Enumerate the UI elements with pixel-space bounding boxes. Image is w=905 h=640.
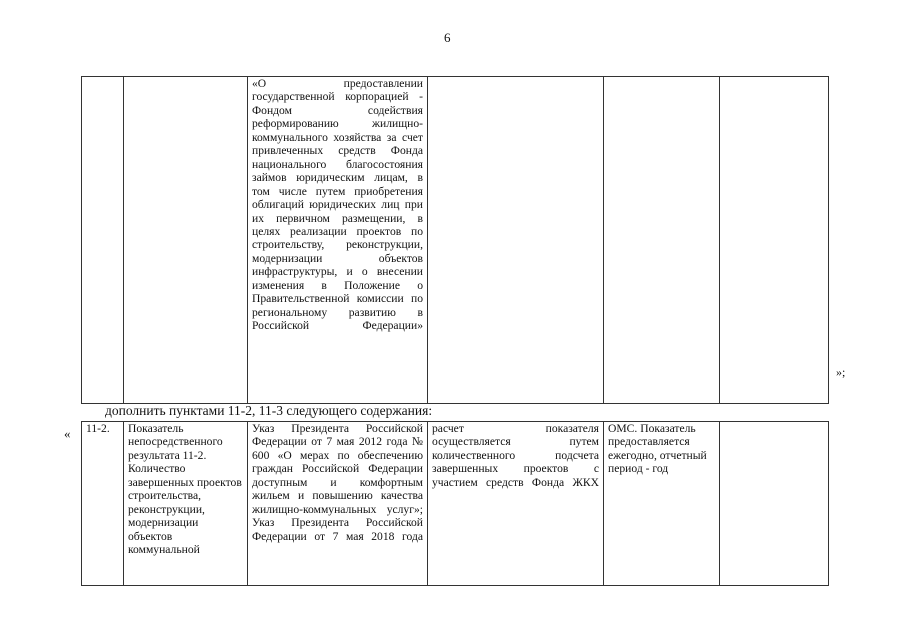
cell-indicator: Показатель непосредственного результата 11-2. Количество завершенных проектов строительства, реконструкции, модернизации объектов коммунальной (124, 422, 248, 586)
table-new-items (81, 421, 829, 586)
table-continuation (81, 76, 829, 404)
cell-extra (720, 77, 829, 404)
closing-quote: »; (836, 365, 846, 379)
cell-method (428, 77, 604, 404)
cell-legal-basis: Указ Президента Российской Федерации от 7 мая 2012 года № 600 «О мерах по обеспечению граждан Российской Федерации доступным и комфортным жильем и повышению качества жилищно-коммунальных услуг»; Указ Президента Российской Федерации от 7 мая 2018 года (248, 422, 428, 586)
cell-indicator (124, 77, 248, 404)
cell-method: расчет показателя осуществляется путем количественного подсчета завершенных проектов с участием средств Фонда ЖКХ (428, 422, 604, 586)
table-row (82, 422, 829, 586)
cell-number (82, 77, 124, 404)
cell-source: ОМС. Показатель предоставляется ежегодно, отчетный период - год (604, 422, 720, 586)
cell-extra (720, 422, 829, 586)
table-row (82, 77, 829, 404)
cell-legal-text: «О предоставлении государственной корпорацией - Фондом содействия реформированию жилищно-коммунального хозяйства за счет привлеченных средств Фонда национального благосостояния займов юридическим лицам, в том числе путем приобретения облигаций юридических лиц при их первичном размещении, в целях реализации проектов по строительству, реконструкции, модернизации объектов инфраструктуры, и о внесении изменения в Положение о Правительственной комиссии по региональному развитию в Российской Федерации» (248, 77, 428, 404)
cell-source (604, 77, 720, 404)
page-number: 6 (444, 30, 451, 45)
opening-quote: « (64, 426, 71, 441)
cell-number: 11-2. (82, 422, 124, 586)
amendment-instruction: дополнить пунктами 11-2, 11-3 следующего содержания: (105, 403, 433, 418)
